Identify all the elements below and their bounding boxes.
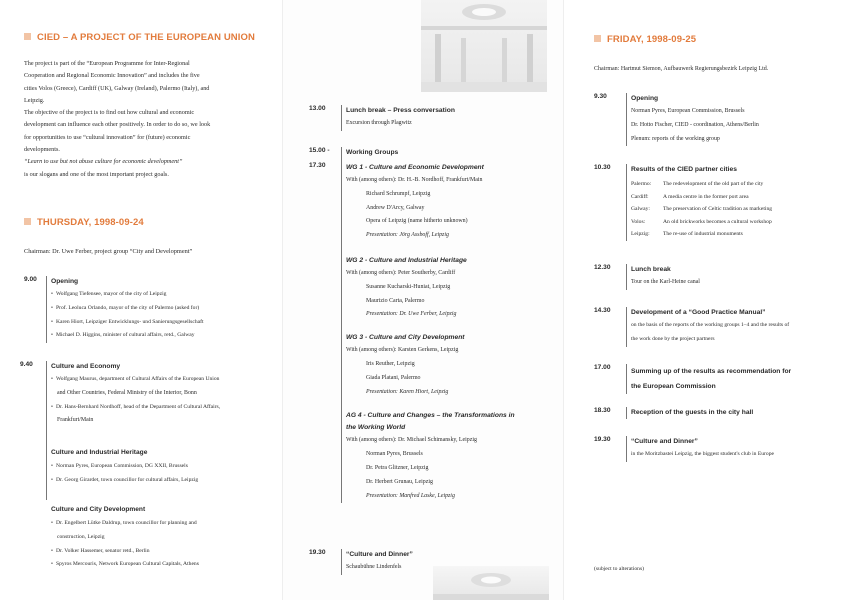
wg-presentation: Presentation: Jörg Assboff, Leipzig	[366, 232, 449, 239]
city-results-list	[631, 178, 840, 241]
slot-time: 18.30	[594, 407, 611, 414]
speaker-item: • Michael D. Higgins, minister of cultural affairs, retd., Galway	[51, 329, 276, 343]
subsection-title: Culture and City Development	[51, 506, 146, 513]
square-bullet-icon	[594, 35, 601, 42]
slot-title: Lunch break – Press conversation	[346, 107, 455, 114]
intro-heading: CIED – A PROJECT OF THE EUROPEAN UNION	[24, 32, 255, 43]
slot-title: Results of the CIED partner cities	[631, 166, 737, 173]
slot-detail: the work done by the project partners	[631, 335, 715, 342]
wg-member: Dr. Herbert Grunau, Leipzig	[366, 478, 433, 485]
panel-middle	[282, 0, 564, 600]
slot-time: 15.00 -	[309, 147, 330, 154]
thursday-chair: Chairman: Dr. Uwe Ferber, project group “City and Development”	[24, 248, 193, 255]
speaker-item: • Wolfgang Maurus, department of Cultural Affairs of the European Union	[51, 373, 276, 387]
slot-detail: Plenum: reports of the working group	[631, 135, 720, 142]
intro-text: The project is part of the “European Programme for Inter-Regional Cooperation and Regional Economic Innovation” and includes the five cities Volos (Greece), Cardiff (UK), Galway (Ireland), Palermo (Italy), and Leipzig. The objective of the project is to find out how cultural and economic development can influence each other positively. In order to do so, we look for opportunities to use “cultural innovation” for (future) economic developments. “Learn to use but not abuse culture for economic development” is our slogans and one of the most important project goals.	[24, 60, 211, 178]
speaker-item-cont: and Other Countries, Federal Ministry of the Interior, Bonn	[57, 389, 197, 396]
slot-title: Lunch break	[631, 266, 671, 273]
city-result: An old brickworks becomes a cultural workshop	[663, 218, 772, 225]
slot-time-end: 17.30	[309, 162, 326, 169]
chandelier-image	[433, 566, 549, 600]
slot-body	[626, 164, 840, 241]
slot-body	[626, 407, 840, 419]
wg-member: Maurizio Carta, Palermo	[366, 297, 425, 304]
slot-time: 14.30	[594, 307, 611, 314]
wg-member: With (among others): Karsten Gerkens, Leipzig	[346, 347, 459, 354]
speaker-item-cont: construction, Leipzig	[57, 533, 105, 540]
slot-title: “Culture and Dinner”	[631, 438, 698, 445]
wg-member: Giada Platani, Palermo	[366, 374, 421, 381]
slot-body	[626, 264, 840, 290]
wg-member: Opera of Leipzig (name hitherto unknown)	[366, 218, 468, 225]
heritage-list	[51, 460, 198, 488]
slot-body	[626, 307, 844, 347]
slot-body	[626, 93, 840, 146]
subsection-title: Culture and Industrial Heritage	[51, 449, 148, 456]
slot-time: 19.30	[594, 436, 611, 443]
wg2-title: WG 2 - Culture and Industrial Heritage	[346, 256, 467, 264]
slot-detail: Norman Pyres, European Commission, Brussels	[631, 108, 745, 114]
slot-body	[46, 276, 276, 343]
city-result: A media centre in the former port area	[663, 193, 749, 200]
wg-presentation: Presentation: Manfred Laske, Leipzig	[366, 492, 455, 499]
slot-time: 9.40	[20, 361, 33, 368]
slot-time: 13.00	[309, 105, 326, 112]
city-row	[631, 228, 840, 241]
speaker-item: • Dr. Georg Girardet, town councillor for cultural affairs, Leipzig	[51, 474, 198, 488]
wg3-title: WG 3 - Culture and City Development	[346, 334, 465, 342]
city-name: Leipzig:	[631, 231, 650, 237]
slot-detail: in the Moritzbastei Leipzig, the biggest student's club in Europe	[631, 451, 774, 457]
wg-presentation: Presentation: Dr. Uwe Ferber, Leipzig	[366, 311, 457, 318]
wg-member: With (among others): Dr. H.-B. Nordhoff, Frankfurt/Main	[346, 177, 483, 183]
slot-title: “Culture and Dinner”	[346, 551, 413, 558]
slot-detail: Dr. Hotto Fischer, CIED - coordination, Athens/Berlin	[631, 121, 759, 128]
speaker-item: • Spyros Mercouris, Network European Cultural Capitals, Athens	[51, 558, 199, 572]
wg-member: Andrew D'Arcy, Galway	[366, 204, 425, 211]
alterations-note: (subject to alterations)	[594, 566, 645, 572]
city-name: Palermo:	[631, 181, 652, 187]
square-bullet-icon	[24, 218, 31, 225]
square-bullet-icon	[24, 33, 31, 40]
slot-body	[341, 147, 565, 503]
wg-presentation: Presentation: Karen Hiort, Leipzig	[366, 388, 449, 395]
friday-heading: FRIDAY, 1998-09-25	[594, 34, 696, 45]
slot-time: 19.30	[309, 549, 326, 556]
slot-time: 10.30	[594, 164, 611, 171]
citydev-list	[51, 517, 199, 572]
slot-detail: on the basis of the reports of the working groups 1–4 and the results of	[631, 322, 790, 328]
hall-photo	[421, 0, 547, 92]
slot-title: Opening	[51, 278, 79, 285]
city-row	[631, 203, 840, 216]
ag4-title: AG 4 - Culture and Changes – the Transformations in	[346, 412, 515, 420]
panel-right	[564, 0, 844, 600]
wg-member: With (among others): Dr. Michael Schimansky, Leipzig	[346, 437, 477, 444]
city-result: The redevelopment of the old part of the city	[663, 181, 764, 187]
slot-title: Opening	[631, 95, 659, 102]
city-row	[631, 216, 840, 229]
friday-chair: Chairman: Hartmut Siemon, Aufbauwerk Regierungsbezirk Leipzig Ltd.	[594, 66, 769, 72]
slot-title: Summing up of the results as recommendation for	[631, 368, 792, 375]
city-row	[631, 178, 840, 191]
slot-title: Reception of the guests in the city hall	[631, 409, 754, 416]
wg-member: With (among others): Peter Southerby, Cardiff	[346, 269, 456, 276]
wg-member: Richard Schrumpf, Leipzig	[366, 190, 431, 197]
wg-member: Iris Reuther, Leipzig	[366, 360, 415, 367]
slot-detail: Excursion through Plagwitz	[346, 120, 412, 126]
speaker-item-cont: Frankfurt/Main	[57, 417, 94, 424]
panel-left	[0, 0, 282, 600]
ag4-title-cont: the Working World	[346, 424, 406, 432]
speaker-item: • Dr. Volker Hassemer, senator retd., Berlin	[51, 545, 199, 559]
slot-body	[626, 436, 844, 462]
city-row	[631, 191, 840, 204]
slot-title: Development of a “Good Practice Manual”	[631, 309, 766, 316]
slot-time: 17.00	[594, 364, 611, 371]
city-result: The preservation of Celtic tradition as marketing	[663, 206, 773, 212]
city-name: Volos:	[631, 218, 646, 225]
slot-time: 9.00	[24, 276, 37, 283]
hall-photo-bottom	[433, 566, 549, 600]
city-result: The re-use of industrial monuments	[663, 231, 743, 237]
speaker-item: • Prof. Leoluca Orlando, mayor of the city of Palermo (asked for)	[51, 302, 276, 316]
city-name: Galway:	[631, 206, 650, 212]
speaker-item: • Karen Hiort, Leipziger Entwicklungs- und Sanierungsgesellschaft	[51, 316, 276, 330]
chandelier-hall-image	[421, 0, 547, 92]
wg-member: Susanne Kucharski-Huniat, Leipzig	[366, 283, 451, 290]
slot-body	[341, 105, 561, 131]
slot-detail: Tour on the Karl-Heine canal	[631, 279, 700, 285]
slot-time: 9.30	[594, 93, 607, 100]
speaker-item: • Norman Pyres, European Commission, DG XXII, Brussels	[51, 460, 198, 474]
speaker-item: • Wolfgang Tiefensee, mayor of the city of Leipzig	[51, 288, 276, 302]
wg1-title: WG 1 - Culture and Economic Development	[346, 164, 484, 171]
slot-body	[626, 364, 844, 394]
slot-title: Culture and Economy	[51, 363, 121, 370]
speaker-item: • Dr. Engelbert Lütke Daldrup, town councillor for planning and	[51, 517, 199, 531]
city-name: Cardiff:	[631, 193, 649, 200]
slot-time: 12.30	[594, 264, 611, 271]
speaker-item: • Dr. Hans-Bernhard Nordhoff, head of the Department of Cultural Affairs,	[51, 401, 276, 415]
slot-detail: Schaubühne Lindenfels	[346, 564, 402, 570]
slot-title-cont: the European Commission	[631, 383, 716, 390]
thursday-heading: THURSDAY, 1998-09-24	[24, 217, 144, 228]
wg-member: Dr. Petra Glitzner, Leipzig	[366, 464, 429, 471]
wg-member: Norman Pyres, Brussels	[366, 451, 423, 458]
slot-title: Working Groups	[346, 149, 399, 156]
